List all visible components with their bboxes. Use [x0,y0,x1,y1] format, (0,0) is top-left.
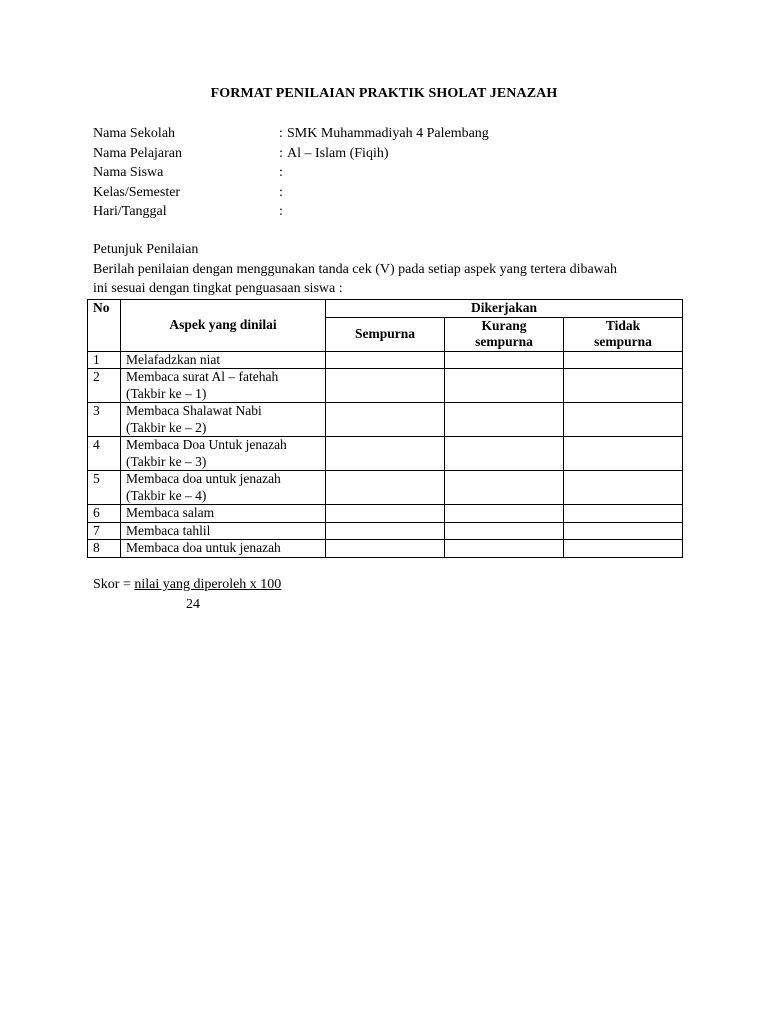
check-cell-tidak-sempurna[interactable] [564,505,683,523]
check-cell-sempurna[interactable] [326,403,445,437]
check-cell-sempurna[interactable] [326,540,445,558]
aspek-line-2: (Takbir ke – 3) [126,453,207,469]
score-formula [93,577,281,593]
header-dikerjakan: Dikerjakan [326,300,683,318]
aspek-line-2: (Takbir ke – 2) [126,419,207,435]
aspek-line-1: Melafadzkan niat [126,351,221,367]
row-aspek [121,540,326,558]
aspek-line-1: Membaca surat Al – fatehah [126,369,279,384]
row-no: 7 [88,522,121,540]
row-aspek [121,369,326,403]
assessment-table [87,299,683,558]
table-row [88,540,683,558]
table-row [88,437,683,471]
header-kurang-sempurna [445,317,564,351]
instructions [93,240,617,299]
info-label: Nama Siswa [93,165,164,180]
row-no: 1 [88,351,121,369]
row-aspek [121,351,326,369]
check-cell-kurang-sempurna[interactable] [445,471,564,505]
check-cell-kurang-sempurna[interactable] [445,369,564,403]
check-cell-kurang-sempurna[interactable] [445,505,564,523]
info-colon: : [279,184,283,200]
check-cell-kurang-sempurna[interactable] [445,522,564,540]
check-cell-sempurna[interactable] [326,351,445,369]
header-sempurna [326,317,445,351]
instructions-text-line-1: Berilah penilaian dengan menggunakan tanda cek (V) pada setiap aspek yang tertera dibawah [93,261,618,277]
info-colon: : [279,165,283,180]
header-no: No [88,300,121,352]
row-no: 4 [88,437,121,471]
row-no: 6 [88,505,121,523]
check-cell-kurang-sempurna[interactable] [445,403,564,437]
check-cell-sempurna[interactable] [326,505,445,523]
check-cell-kurang-sempurna[interactable] [445,351,564,369]
table-row [88,522,683,540]
info-colon: : [279,145,283,161]
table-row [88,403,683,437]
aspek-line-1: Membaca tahlil [126,522,211,538]
aspek-line-1: Membaca doa untuk jenazah [126,471,281,486]
check-cell-sempurna[interactable] [326,369,445,403]
header-sempurna-label: Sempurna [354,325,415,341]
row-aspek [121,505,326,523]
row-no: 2 [88,369,121,403]
info-label: Kelas/Semester [93,184,181,200]
aspek-line-1: Membaca Shalawat Nabi [126,403,262,418]
header-tidak-sempurna [564,317,683,351]
check-cell-sempurna[interactable] [326,522,445,540]
row-aspek [121,522,326,540]
aspek-line-1: Membaca salam [126,505,215,520]
check-cell-tidak-sempurna[interactable] [564,437,683,471]
header-tidak-line-1: Tidak [605,317,641,333]
row-aspek [121,437,326,471]
table-row [88,505,683,523]
row-no: 8 [88,540,121,558]
check-cell-tidak-sempurna[interactable] [564,540,683,558]
score-prefix: Skor = [93,577,135,592]
info-label: Nama Pelajaran [93,145,183,161]
row-no: 3 [88,403,121,437]
header-tidak-line-2: sempurna [594,334,652,349]
check-cell-tidak-sempurna[interactable] [564,522,683,540]
table-row [88,471,683,505]
aspek-line-1: Membaca doa untuk jenazah [126,540,281,555]
header-kurang-line-2: sempurna [475,334,533,349]
row-aspek [121,471,326,505]
check-cell-tidak-sempurna[interactable] [564,471,683,505]
table-header-row [88,300,683,318]
table-row [88,369,683,403]
check-cell-kurang-sempurna[interactable] [445,540,564,558]
header-aspek: Aspek yang dinilai [121,300,326,352]
aspek-line-1: Membaca Doa Untuk jenazah [126,437,287,452]
info-colon: : [279,204,283,219]
document-title: FORMAT PENILAIAN PRAKTIK SHOLAT JENAZAH [210,86,558,101]
check-cell-kurang-sempurna[interactable] [445,437,564,471]
info-label: Hari/Tanggal [93,204,167,219]
check-cell-tidak-sempurna[interactable] [564,369,683,403]
header-kurang-line-1: Kurang [481,317,527,333]
aspek-line-2: (Takbir ke – 4) [126,487,207,503]
info-colon: : [279,126,283,141]
info-value: SMK Muhammadiyah 4 Palembang [287,126,489,141]
check-cell-sempurna[interactable] [326,437,445,471]
table-row [88,351,683,369]
info-label: Nama Sekolah [93,126,176,141]
row-no: 5 [88,471,121,505]
check-cell-tidak-sempurna[interactable] [564,403,683,437]
check-cell-tidak-sempurna[interactable] [564,351,683,369]
row-aspek [121,403,326,437]
score-denominator: 24 [186,597,200,612]
aspek-line-2: (Takbir ke – 1) [126,385,207,401]
score-numerator: nilai yang diperoleh x 100 [134,577,282,592]
info-value: Al – Islam (Fiqih) [287,145,389,161]
instructions-heading: Petunjuk Penilaian [93,242,199,257]
check-cell-sempurna[interactable] [326,471,445,505]
instructions-text-line-2: ini sesuai dengan tingkat penguasaan siswa : [93,281,343,296]
